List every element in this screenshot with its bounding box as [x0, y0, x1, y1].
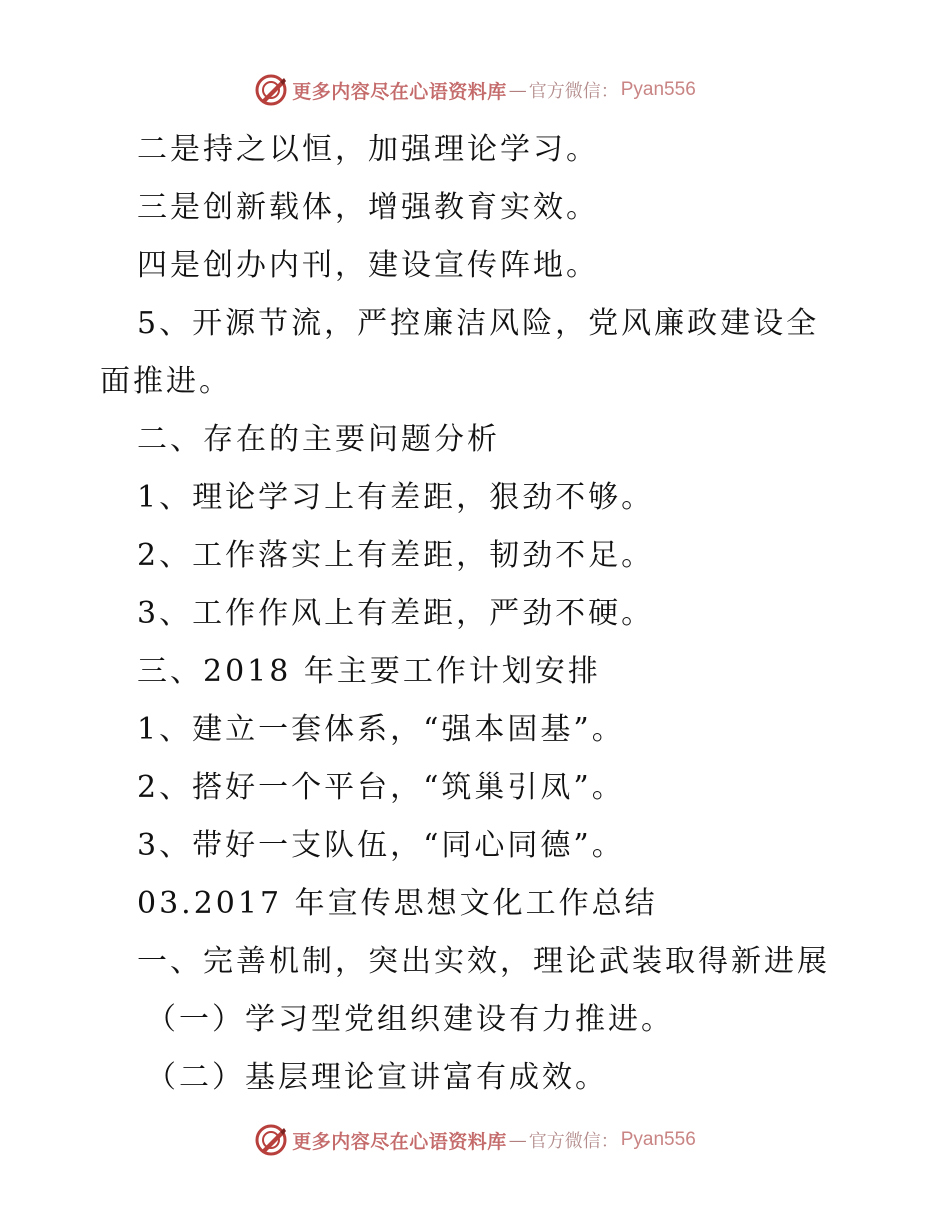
- document-title: 03.2017 年宣传思想文化工作总结: [137, 886, 658, 921]
- footer-watermark: [0, 1120, 950, 1160]
- text-line: 3、带好一支队伍，“同心同德”。: [137, 828, 625, 863]
- banner-dash: —: [508, 79, 527, 101]
- text-line: 2、工作落实上有差距，韧劲不足。: [137, 538, 655, 573]
- banner-dash: —: [508, 1129, 527, 1151]
- banner-site-text: 更多内容尽在心语资料库: [292, 80, 507, 103]
- text-line: 三是创新载体，增强教育实效。: [137, 190, 599, 225]
- banner-wechat-label: 官方微信：: [528, 1131, 619, 1152]
- text-line: 面推进。: [100, 364, 232, 399]
- text-line: 四是创办内刊，建设宣传阵地。: [137, 248, 599, 283]
- banner-wechat-id: Pyan556: [620, 79, 696, 100]
- section-heading: 三、2018 年主要工作计划安排: [137, 654, 601, 689]
- subsection-heading: （二）基层理论宣讲富有成效。: [146, 1060, 608, 1095]
- section-heading: 二、存在的主要问题分析: [137, 422, 500, 457]
- text-line: 2、搭好一个平台，“筑巢引凤”。: [137, 770, 625, 805]
- text-line: 5、开源节流，严控廉洁风险，党风廉政建设全: [137, 306, 820, 341]
- pen-logo-icon: [254, 73, 288, 107]
- pen-logo-icon: [254, 1123, 288, 1157]
- section-heading: 一、完善机制，突出实效，理论武装取得新进展: [137, 944, 830, 979]
- text-line: 二是持之以恒，加强理论学习。: [137, 132, 599, 167]
- text-line: 3、工作作风上有差距，严劲不硬。: [137, 596, 655, 631]
- header-watermark: [0, 70, 950, 110]
- banner-site-text: 更多内容尽在心语资料库: [292, 1130, 507, 1153]
- banner-wechat-id: Pyan556: [620, 1129, 696, 1150]
- text-line: 1、建立一套体系，“强本固基”。: [137, 712, 625, 747]
- banner-wechat-label: 官方微信：: [528, 81, 619, 102]
- text-line: 1、理论学习上有差距，狠劲不够。: [137, 480, 655, 515]
- subsection-heading: （一）学习型党组织建设有力推进。: [146, 1002, 674, 1037]
